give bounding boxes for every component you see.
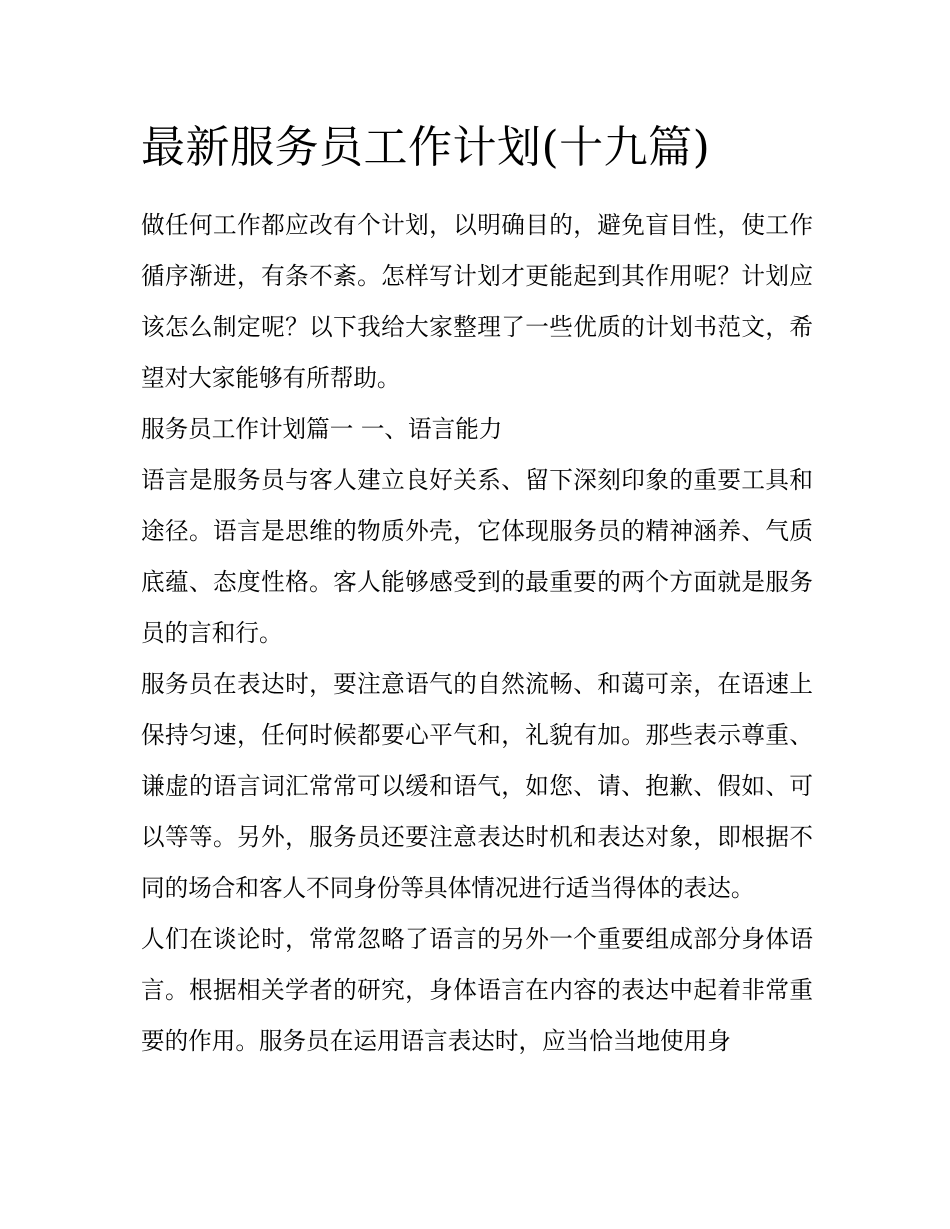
paragraph-body-language: 人们在谈论时，常常忽略了语言的另外一个重要组成部分身体语言。根据相关学者的研究，身体语言在内容的表达中起着非常重要的作用。服务员在运用语言表达时，应当恰当地使用身 bbox=[141, 925, 813, 1055]
document-title: 最新服务员工作计划(十九篇) bbox=[141, 122, 711, 173]
paragraph-expression-tone: 服务员在表达时，要注意语气的自然流畅、和蔼可亲，在语速上保持匀速，任何时候都要心平气和，礼貌有加。那些表示尊重、谦虚的语言词汇常常可以缓和语气，如您、请、抱歉、假如、可以等等。另外，服务员还要注意表达时机和表达对象，即根据不同的场合和客人不同身份等具体情况进行适当得体的表达。 bbox=[141, 670, 813, 902]
document-body bbox=[141, 112, 813, 1067]
paragraph-language-importance: 语言是服务员与客人建立良好关系、留下深刻印象的重要工具和途径。语言是思维的物质外壳，它体现服务员的精神涵养、气质底蕴、态度性格。客人能够感受到的最重要的两个方面就是服务员的言和行。 bbox=[141, 466, 813, 647]
paragraph-section-heading: 服务员工作计划篇一 一、语言能力 bbox=[141, 415, 503, 443]
paragraph-intro: 做任何工作都应改有个计划，以明确目的，避免盲目性，使工作循序渐进，有条不紊。怎样写计划才更能起到其作用呢？计划应该怎么制定呢？以下我给大家整理了一些优质的计划书范文，希望对大家能够有所帮助。 bbox=[141, 211, 813, 392]
